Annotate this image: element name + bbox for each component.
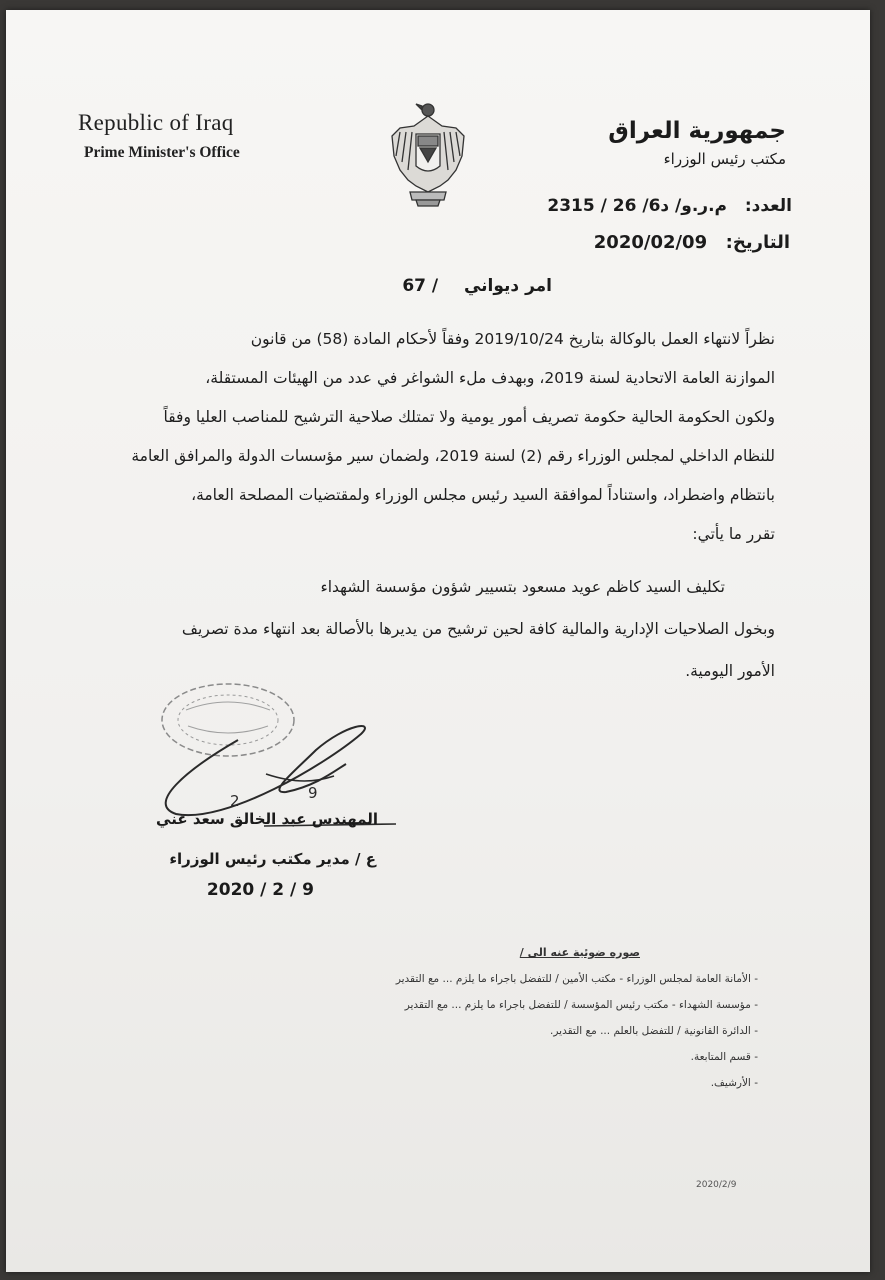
document-page [6,10,870,1272]
copy-item: - الأمانة العامة لمجلس الوزراء - مكتب الأمين / للتفضل باجراء ما يلزم ... مع التقدير [395,973,758,985]
order-body [95,320,775,554]
decision-line: وبخول الصلاحيات الإدارية والمالية كافة لحين ترشيح من يديرها بالأصالة بعد انتهاء مدة تصريف [181,620,775,638]
body-line: نظراً لانتهاء العمل بالوكالة بتاريخ 2019/10/24 وفقاً لأحكام المادة (58) من قانون [250,330,775,348]
body-line: للنظام الداخلي لمجلس الوزراء رقم (2) لسنة 2019، ولضمان سير مؤسسات الدولة والمرافق العامة [131,447,775,465]
date-line [594,232,790,253]
ar-office: مكتب رئيس الوزراء [663,150,786,168]
iraq-eagle-emblem [386,96,470,216]
reference-value: م.ر.و/ د6/ 26 / 2315 [547,196,727,216]
reference-line [547,196,792,216]
order-title: امر ديواني [463,276,552,296]
copies-list [396,966,758,1096]
signer-title: ع / مدير مكتب رئيس الوزراء [169,850,376,868]
en-office: Prime Minister's Office [84,144,240,161]
decision-intro: تقرر ما يأتي: [692,525,775,543]
copies-heading: صوره ضوئية عنه الى / [519,946,640,959]
reference-label: العدد: [744,196,792,216]
body-line: ولكون الحكومة الحالية حكومة تصريف أمور يومية ولا تمتلك صلاحية الترشيح للمناصب العليا وفقاً [163,408,775,426]
decision-line: تكليف السيد كاظم عويد مسعود بتسيير شؤون مؤسسة الشهداء [320,578,725,596]
order-number: / 67 [402,276,439,296]
signature-date: 2020 / 2 / 9 [206,880,314,900]
copy-item: - قسم المتابعة. [690,1051,758,1063]
en-country: Republic of Iraq [78,110,234,135]
ar-country: جمهورية العراق [608,118,786,144]
decision-line: الأمور اليومية. [685,662,775,680]
signer-name: المهندس عبد الخالق سعد غني [156,810,378,828]
copy-item: - مؤسسة الشهداء - مكتب رئيس المؤسسة / للتفضل باجراء ما يلزم ... مع التقدير [404,999,758,1011]
date-value: 2020/02/09 [593,232,708,253]
body-line: بانتظام واضطراد، واستناداً لموافقة السيد رئيس مجلس الوزراء ولمقتضيات المصلحة العامة، [191,486,775,504]
date-label: التاريخ: [725,232,790,253]
body-line: الموازنة العامة الاتحادية لسنة 2019، وبهدف ملء الشواغر في عدد من الهيئات المستقلة، [205,369,775,387]
order-heading [402,276,552,296]
copy-item: - الدائرة القانونية / للتفضل بالعلم ... مع التقدير. [550,1025,758,1037]
footer-date: 2020/2/9 [696,1180,737,1190]
svg-text:2: 2 [230,792,240,810]
svg-text:9: 9 [308,784,318,802]
copy-item: - الأرشيف. [710,1077,758,1089]
